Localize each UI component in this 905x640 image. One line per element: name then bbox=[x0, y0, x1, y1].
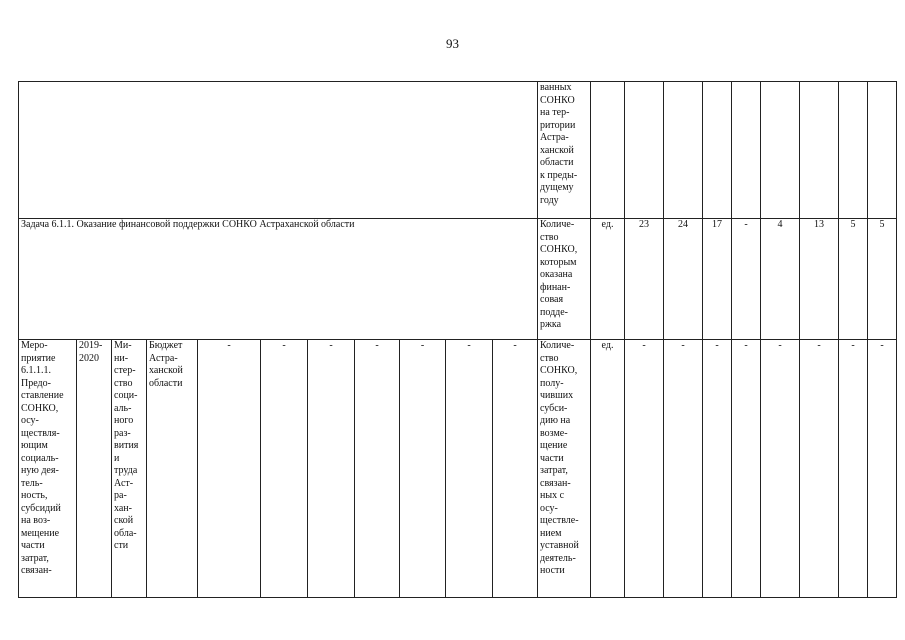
value-cell: 5 bbox=[839, 219, 868, 340]
measure-cell: Меро- приятие 6.1.1.1. Предо- ставление СОНКО, осу- ществля- ющим социаль- ную дея- тель- ность, субсидий на воз- мещение части затрат, связан- bbox=[19, 340, 77, 598]
value-cell: - bbox=[868, 340, 897, 598]
value-cell bbox=[839, 82, 868, 219]
finance-cell: - bbox=[446, 340, 493, 598]
value-cell: 24 bbox=[664, 219, 703, 340]
value-cell: - bbox=[703, 340, 732, 598]
value-cell: - bbox=[761, 340, 800, 598]
finance-cell: - bbox=[198, 340, 261, 598]
value-cell bbox=[761, 82, 800, 219]
unit-cell bbox=[591, 82, 625, 219]
finance-cell: - bbox=[493, 340, 538, 598]
value-cell: - bbox=[732, 340, 761, 598]
source-cell: Бюджет Астра- ханской области bbox=[147, 340, 198, 598]
period-cell: 2019- 2020 bbox=[77, 340, 112, 598]
value-cell bbox=[732, 82, 761, 219]
measure-row bbox=[19, 340, 897, 598]
value-cell: 4 bbox=[761, 219, 800, 340]
value-cell bbox=[800, 82, 839, 219]
value-cell: - bbox=[625, 340, 664, 598]
value-cell bbox=[703, 82, 732, 219]
program-table bbox=[18, 81, 897, 598]
executor-cell: Ми- ни- стер- ство соци- аль- ного раз- вития и труда Аст- ра- хан- ской обла- сти bbox=[112, 340, 147, 598]
task-title: Задача 6.1.1. Оказание финансовой поддержки СОНКО Астраханской области bbox=[19, 219, 538, 340]
finance-cell: - bbox=[355, 340, 400, 598]
value-cell bbox=[625, 82, 664, 219]
value-cell bbox=[664, 82, 703, 219]
value-cell: - bbox=[839, 340, 868, 598]
value-cell bbox=[868, 82, 897, 219]
value-cell: - bbox=[800, 340, 839, 598]
value-cell: 13 bbox=[800, 219, 839, 340]
continuation-empty-cell bbox=[19, 82, 538, 219]
finance-cell: - bbox=[261, 340, 308, 598]
finance-cell: - bbox=[400, 340, 446, 598]
page-number: 93 bbox=[446, 36, 459, 51]
task-row bbox=[19, 219, 897, 340]
unit-cell: ед. bbox=[591, 340, 625, 598]
continuation-row bbox=[19, 82, 897, 219]
value-cell: 5 bbox=[868, 219, 897, 340]
indicator-cell: Количе- ство СОНКО, полу- чивших субси- дию на возме- щение части затрат, связан- ных с осу- ществле- нием уставной деятель- ности bbox=[538, 340, 591, 598]
value-cell: 23 bbox=[625, 219, 664, 340]
unit-cell: ед. bbox=[591, 219, 625, 340]
finance-cell: - bbox=[308, 340, 355, 598]
value-cell: 17 bbox=[703, 219, 732, 340]
value-cell: - bbox=[664, 340, 703, 598]
value-cell: - bbox=[732, 219, 761, 340]
indicator-cell: ванных СОНКО на тер- ритории Астра- ханской области к преды- дущему году bbox=[538, 82, 591, 219]
indicator-cell: Количе- ство СОНКО, которым оказана финан- совая подде- ржка bbox=[538, 219, 591, 340]
